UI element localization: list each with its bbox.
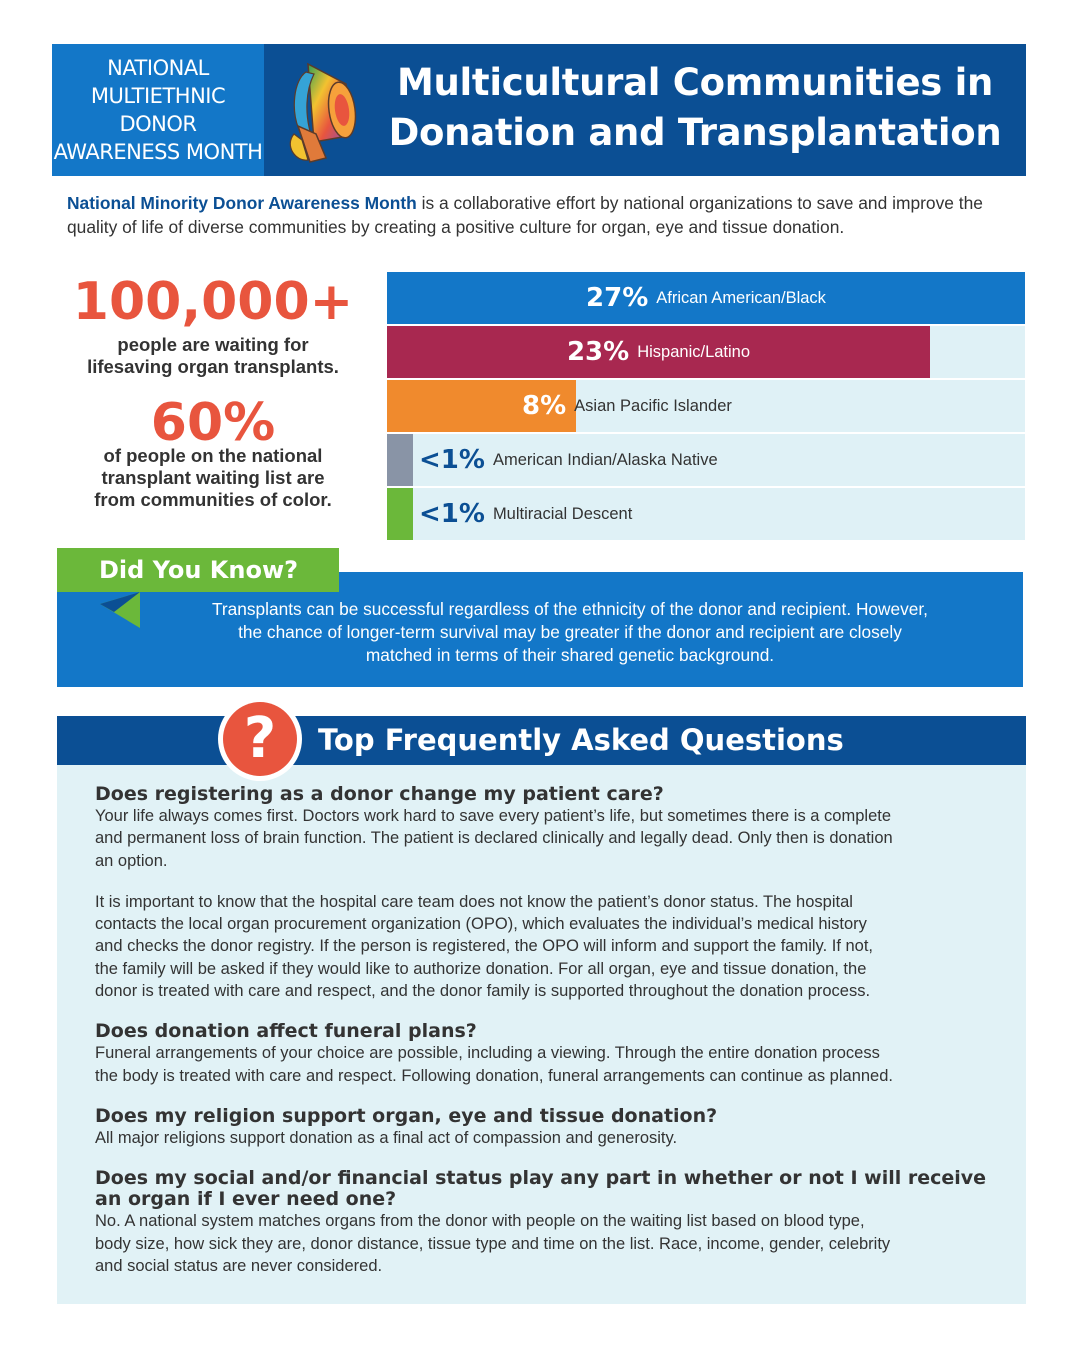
bar-value-label: 8% [522, 391, 567, 421]
stat-text-line: people are waiting for [117, 334, 309, 355]
megaphone-icon [250, 50, 380, 174]
bar-row-hispanic-latino [387, 326, 1025, 378]
answer-line: and social status are never considered. [95, 1256, 383, 1275]
bar-label-group [419, 488, 632, 540]
bar-row-african-american [387, 272, 1025, 324]
bar-label-group [522, 380, 732, 432]
answer-line: All major religions support donation as a final act of compassion and generosity. [95, 1128, 678, 1147]
bar-label-group [387, 272, 1025, 324]
dyk-line: matched in terms of their shared genetic background. [365, 645, 775, 665]
answer-line: the body is treated with care and respect. Following donation, funeral arrangements can continue as planned. [95, 1066, 893, 1085]
answer-line: the family will be asked if they would like to authorize donation. For all organ, eye and tissue donation, the [95, 959, 867, 978]
faq-answer [95, 891, 995, 1002]
answer-line: body size, how sick they are, donor distance, tissue type and time on the list. Race, income, gender, celebrity [95, 1234, 891, 1253]
bar-row-american-indian [387, 434, 1025, 486]
badge-line: MULTIETHNIC DONOR [90, 84, 226, 136]
bar-value-label: <1% [419, 499, 485, 529]
stat-text-line: transplant waiting list are [101, 467, 325, 488]
bar-category-label: Hispanic/Latino [637, 342, 751, 361]
question-line: Does my social and/or financial status play any part in whether or not I will receive [95, 1167, 987, 1190]
bar-row-asian-pacific [387, 380, 1025, 432]
intro-body: is a collaborative effort by national organizations to save and improve the quality of life of diverse communities by creating a positive culture for organ, eye and tissue donation. [67, 193, 983, 237]
faq-item [95, 1168, 995, 1277]
stat-waiting-text [52, 334, 374, 378]
bar-row-multiracial [387, 488, 1025, 540]
answer-line: It is important to know that the hospital care team does not know the patient’s donor status. The hospital [95, 892, 853, 911]
answer-line: No. A national system matches organs from the donor with people on the waiting list based on blood type, [95, 1212, 865, 1231]
intro-paragraph [67, 191, 1017, 239]
faq-item [95, 1021, 995, 1087]
faq-question [95, 1168, 995, 1210]
badge-line: NATIONAL [107, 56, 209, 80]
question-mark-icon: ? [223, 702, 297, 776]
bar-american-indian [387, 434, 413, 486]
did-you-know-heading: Did You Know? [57, 548, 339, 592]
answer-line: contacts the local organ procurement organization (OPO), which evaluates the individual’s medical history [95, 915, 867, 934]
bar-multiracial [387, 488, 413, 540]
bar-label-group [387, 326, 930, 378]
bar-label-group [419, 434, 718, 486]
faq-answer [95, 1042, 995, 1087]
title-line: Multicultural Communities in [396, 61, 993, 104]
dyk-line: Transplants can be successful regardless of the ethnicity of the donor and recipient. However, [212, 599, 928, 619]
page-title [364, 58, 1026, 158]
stat-color-percent: 60% [150, 393, 276, 453]
waiting-list-bar-chart [387, 272, 1025, 538]
answer-line: an option. [95, 851, 168, 870]
dyk-line: the chance of longer-term survival may be greater if the donor and recipient are closely [238, 622, 902, 642]
bar-category-label: Multiracial Descent [492, 504, 633, 523]
faq-title: Top Frequently Asked Questions [318, 723, 844, 757]
faq-list [95, 784, 995, 1277]
faq-question: Does my religion support organ, eye and tissue donation? [95, 1104, 718, 1127]
stat-text-line: from communities of color. [94, 489, 332, 510]
faq-item [95, 1106, 995, 1149]
intro-lead: National Minority Donor Awareness Month [67, 193, 417, 213]
bar-value-label: 23% [566, 337, 630, 367]
bar-category-label: American Indian/Alaska Native [492, 450, 718, 469]
stat-waiting-count: 100,000+ [72, 272, 354, 332]
faq-question: Does registering as a donor change my patient care? [95, 783, 664, 805]
ribbon-fold-icon [100, 592, 144, 630]
bar-category-label: African American/Black [656, 288, 826, 307]
bar-value-label: 27% [586, 283, 649, 313]
faq-answer [95, 1127, 995, 1149]
faq-answer [95, 1210, 995, 1277]
awareness-month-badge [52, 44, 264, 176]
faq-answer [95, 805, 995, 872]
badge-line: AWARENESS MONTH [53, 140, 263, 164]
answer-line: Your life always comes first. Doctors work hard to save every patient’s life, but sometimes there is a complete [95, 807, 892, 825]
bar-category-label: Asian Pacific Islander [574, 396, 732, 415]
answer-line: and checks the donor registry. If the person is registered, the OPO will inform and support the family. If not, [95, 937, 874, 956]
did-you-know-text [150, 598, 990, 667]
answer-line: donor is treated with care and respect, and the donor family is supported throughout the donation process. [95, 982, 871, 1001]
stat-text-line: lifesaving organ transplants. [87, 356, 339, 377]
bar-value-label: <1% [419, 445, 485, 475]
answer-line: Funeral arrangements of your choice are possible, including a viewing. Through the entire donation process [95, 1044, 880, 1063]
question-line: an organ if I ever need one? [95, 1188, 397, 1211]
faq-question: Does donation affect funeral plans? [95, 1020, 477, 1043]
answer-line: and permanent loss of brain function. The patient is declared clinically and legally dead. Only then is donation [95, 829, 893, 848]
stat-text-line: of people on the national [103, 445, 323, 466]
faq-item [95, 784, 995, 1002]
header-banner [52, 44, 1026, 176]
title-line: Donation and Transplantation [388, 111, 1002, 154]
stat-color-text [52, 445, 374, 511]
